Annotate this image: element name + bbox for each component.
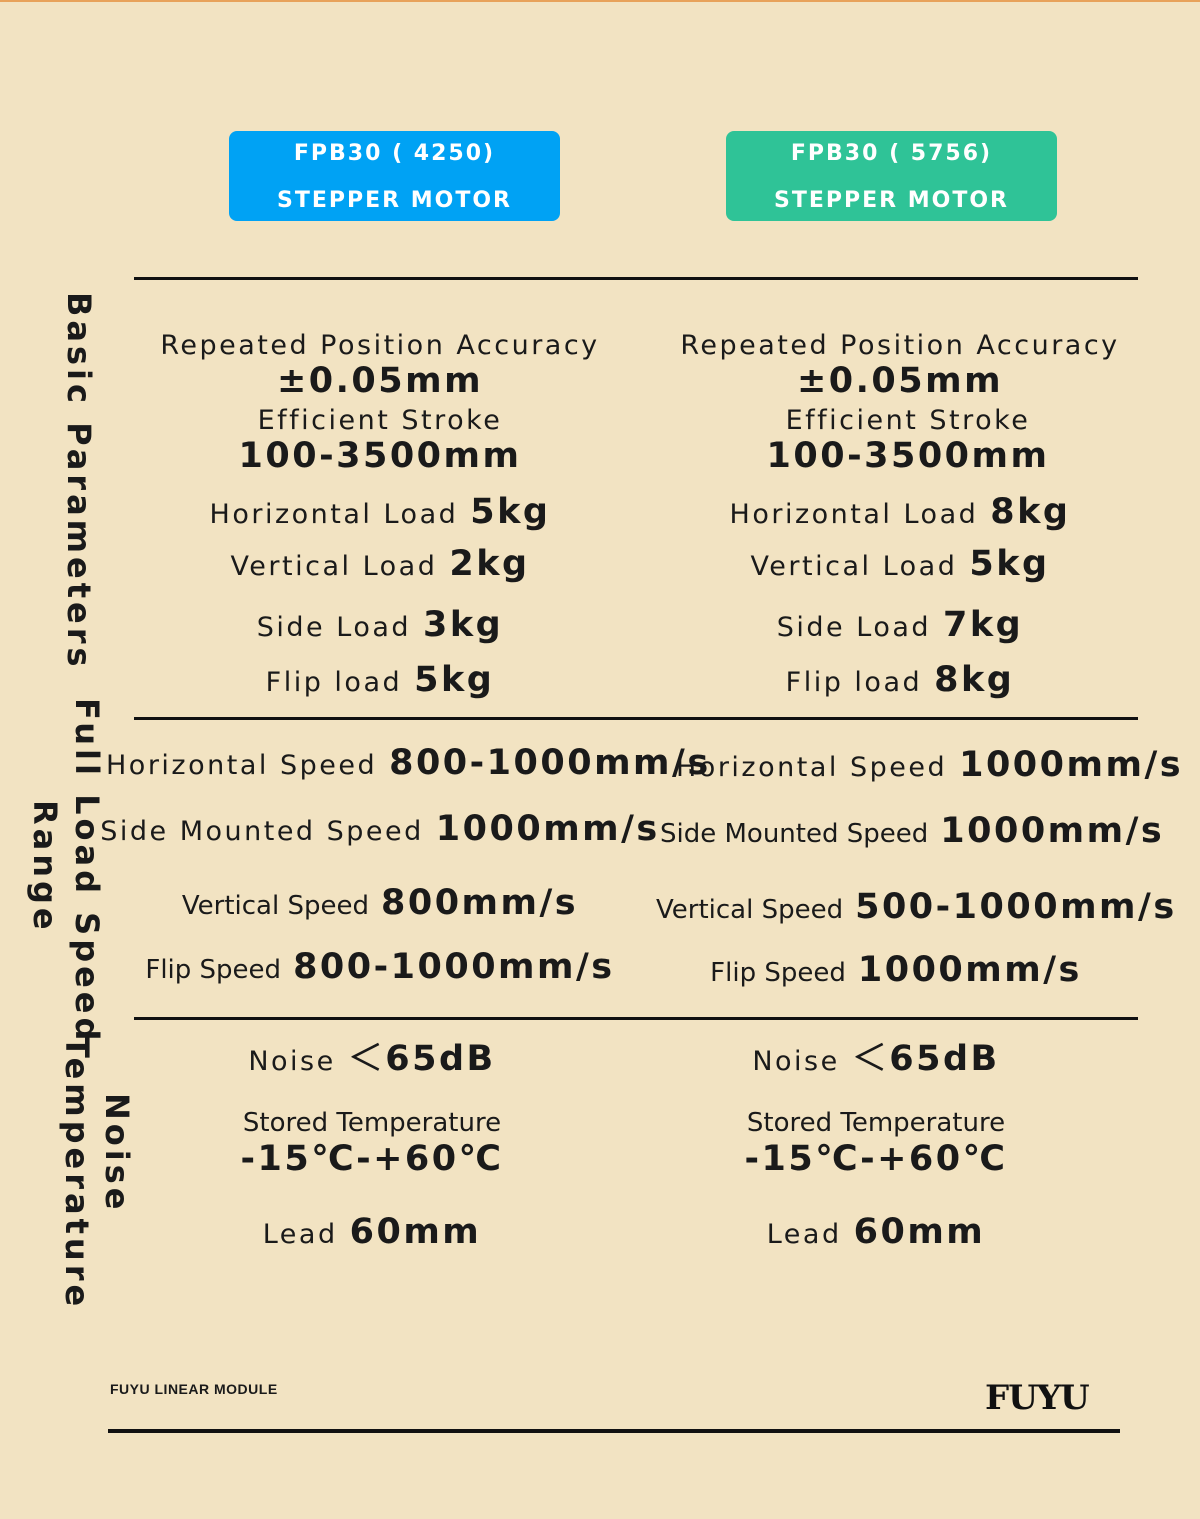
horizontal-load: Horizontal Load 8kg <box>729 492 1071 532</box>
noise: Noise ＜65dB <box>752 1039 1000 1079</box>
side-load: Side Load 7kg <box>776 605 1024 645</box>
vertical-load: Vertical Load 5kg <box>750 544 1050 584</box>
stored-temperature-value: -15℃-+60℃ <box>744 1139 1008 1179</box>
model-badge-4250 <box>229 131 560 221</box>
footer-brand-text: FUYU LINEAR MODULE <box>110 1381 278 1397</box>
section-divider <box>134 717 1138 720</box>
horizontal-load: Horizontal Load 5kg <box>209 492 551 532</box>
section-label-basic-parameters: Basic Parameters <box>60 292 98 671</box>
side-mounted-speed: Side Mounted Speed 1000mm/s <box>660 811 1165 851</box>
vertical-speed: Vertical Speed 500-1000mm/s <box>656 887 1177 927</box>
model-name: FPB30 ( 5756) <box>790 141 993 166</box>
stored-temperature-label: Stored Temperature <box>242 1108 502 1138</box>
flip-speed: Flip Speed 1000mm/s <box>710 950 1082 990</box>
model-name: FPB30 ( 4250) <box>293 141 496 166</box>
lead: Lead 60mm <box>262 1212 482 1252</box>
section-label-speed-line1: Full Load Speed <box>68 698 106 1045</box>
top-accent-line <box>0 0 1200 2</box>
side-load: Side Load 3kg <box>256 605 504 645</box>
lead: Lead 60mm <box>766 1212 986 1252</box>
fuyu-logo: FUYU <box>985 1378 1089 1418</box>
section-label-temperature: Temperature <box>58 1036 96 1311</box>
side-mounted-speed: Side Mounted Speed 1000mm/s <box>100 809 660 849</box>
footer-divider <box>108 1429 1120 1433</box>
flip-speed: Flip Speed 800-1000mm/s <box>145 947 615 987</box>
stroke-label: Efficient Stroke <box>257 405 503 436</box>
model-type: STEPPER MOTOR <box>774 188 1009 213</box>
vertical-load: Vertical Load 2kg <box>230 544 530 584</box>
horizontal-speed: Horizontal Speed 1000mm/s <box>676 745 1184 785</box>
flip-load: Flip load 8kg <box>785 660 1015 700</box>
section-label-speed-line2: Range <box>26 800 64 934</box>
stroke-value: 100-3500mm <box>766 436 1050 476</box>
vertical-speed: Vertical Speed 800mm/s <box>181 883 579 923</box>
section-divider <box>134 1017 1138 1020</box>
rpa-label: Repeated Position Accuracy <box>680 330 1120 361</box>
stroke-label: Efficient Stroke <box>785 405 1031 436</box>
flip-load: Flip load 5kg <box>265 660 495 700</box>
stored-temperature-value: -15℃-+60℃ <box>240 1139 504 1179</box>
section-label-noise: Noise <box>98 1093 136 1214</box>
rpa-value: ±0.05mm <box>796 361 1004 401</box>
stroke-value: 100-3500mm <box>238 436 522 476</box>
rpa-label: Repeated Position Accuracy <box>160 330 600 361</box>
stored-temperature-label: Stored Temperature <box>746 1108 1006 1138</box>
horizontal-speed: Horizontal Speed 800-1000mm/s <box>106 743 711 783</box>
model-badge-5756 <box>726 131 1057 221</box>
noise: Noise ＜65dB <box>248 1039 496 1079</box>
section-divider <box>134 277 1138 280</box>
model-type: STEPPER MOTOR <box>277 188 512 213</box>
rpa-value: ±0.05mm <box>276 361 484 401</box>
